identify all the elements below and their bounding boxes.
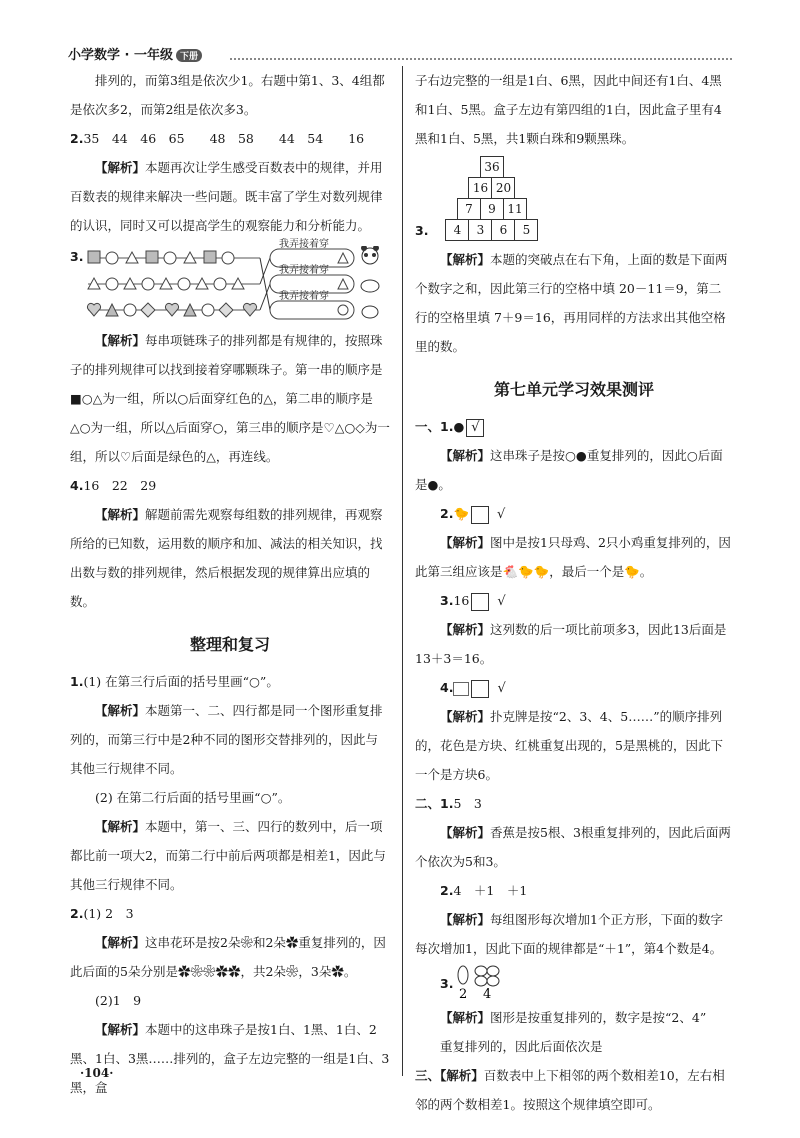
pyramid-cell: 6	[491, 219, 515, 241]
paragraph: 子右边完整的一组是1白、6黑，因此中间还有1白、4黑和1白、5黑。盒子左边有第四组的1白，因此盒子里有4黑和1白、5黑，共1颗白珠和9颗黑珠。	[415, 73, 722, 146]
s4-analysis: 【解析】扑克牌是按“2、3、4、5……”的顺序排列的，花色是方块、红桃重复出现的，5是黑桃的，因此下一个是方块6。	[415, 709, 723, 782]
r1b-analysis: 【解析】本题中，第一、三、四行的数列中，后一项都比前一项大2，而第二行中前后两项都是相差1，因此与其他三行规律不同。	[70, 819, 386, 892]
oval-pattern-icon	[453, 965, 513, 1001]
section-title-review: 整理和复习	[189, 635, 270, 654]
t3-analysis-cont: 重复排列的，因此后面依次是	[440, 1039, 603, 1054]
t1-analysis: 【解析】香蕉是按5根、3根重复排列的，因此后面两个依次为5和3。	[415, 825, 731, 869]
pyramid-cell: 16	[468, 177, 492, 199]
animal-icons	[361, 246, 379, 318]
pyramid-cell: 4	[445, 219, 469, 241]
r1b: (2) 在第二行后面的括号里画“○”。	[95, 790, 291, 805]
r2b: (2)1 9	[95, 993, 142, 1008]
bead-label-1: 我弄接着穿	[279, 239, 329, 250]
s2-answer: 2.🐤 √	[440, 506, 506, 522]
pyramid-cell: 9	[480, 198, 504, 220]
bead-chains	[70, 246, 390, 324]
u-analysis: 三、【解析】百数表中上下相邻的两个数相差10，左右相邻的两个数相差1。按照这个规律填空即可。	[415, 1068, 725, 1112]
q2-answer: 2.35 44 46 65 48 58 44 54 16	[70, 131, 365, 146]
r2b-analysis: 【解析】本题中的这串珠子是按1白、1黑、1白、2黑、1白、3黑……排列的，盒子左边完整的一组是1白、3黑，盒	[70, 1022, 390, 1095]
bead-label-3: 我弄接着穿	[279, 291, 329, 302]
r1a: 1.(1) 在第三行后面的括号里画“○”。	[70, 674, 279, 689]
pyramid-cell: 3	[468, 219, 492, 241]
s2-analysis: 【解析】图中是按1只母鸡、2只小鸡重复排列的，因此第三组应该是🐔🐤🐤，最后一个是🐤。	[415, 535, 731, 579]
q4-answer: 4.16 22 29	[70, 478, 157, 493]
check-mark: √	[471, 680, 489, 698]
pyramid-cell: 5	[514, 219, 538, 241]
section-title-unit7: 第七单元学习效果测评	[493, 380, 654, 399]
t3-num-1: 2	[459, 987, 468, 1001]
r2a-analysis: 【解析】这串花环是按2朵❀和2朵✿重复排列的，因此后面的5朵分别是✿❀❀✿✿，共2朵❀，3朵✿。	[70, 935, 386, 979]
pyramid-cell: 36	[480, 156, 504, 178]
chain-2	[88, 278, 244, 290]
bead-label-2: 我弄接着穿	[279, 265, 329, 276]
t2-answer: 2.4 ＋1 ＋1	[440, 883, 528, 898]
pyramid-cell: 7	[457, 198, 481, 220]
q3-bead-figure: 3. 我弄接着穿 我弄接着穿 我弄接着穿	[70, 242, 390, 320]
s4-answer: 4. √	[440, 680, 506, 696]
check-mark: √	[466, 419, 484, 437]
t2-analysis: 【解析】每组图形每次增加1个正方形，下面的数字每次增加1，因此下面的规律都是“＋1”，第4个数是4。	[415, 912, 723, 956]
left-column	[70, 66, 390, 1102]
s3-analysis: 【解析】这列数的后一项比前项多3，因此13后面是13＋3＝16。	[415, 622, 727, 666]
t3-num-2: 4	[483, 987, 492, 1001]
s3-answer: 3.16 √	[440, 593, 506, 609]
page-number: ·104·	[80, 1066, 114, 1080]
t1-answer: 二、1.5 3	[415, 796, 482, 811]
s1-analysis: 【解析】这串珠子是按○●重复排列的，因此○后面是●。	[415, 448, 723, 492]
r2a: 2.(1) 2 3	[70, 906, 134, 921]
q4-analysis: 【解析】解题前需先观察每组数的排列规律，再观察所给的已知数，运用数的顺序和加、减法的相关知识，找出数与数的排列规律，然后根据发现的规律算出应填的数。	[70, 507, 383, 609]
grade-badge: 下册	[176, 49, 202, 62]
pyramid-cell: 11	[503, 198, 527, 220]
chain-3	[87, 303, 256, 317]
header-divider	[230, 58, 732, 60]
q3-analysis: 【解析】本题的突破点在右下角，上面的数是下面两个数字之和，因此第三行的空格中填 20－11＝9，第二行的空格里填 7＋9＝16，再用同样的方法求出其他空格里的数。	[415, 252, 728, 354]
t3-answer: 3. 2 4	[415, 963, 733, 1003]
pyramid-figure: 3. 36 16 20 7 9 11 4 3 6 5	[415, 153, 733, 245]
column-divider	[402, 66, 403, 1076]
q3-analysis: 【解析】每串项链珠子的排列都是有规律的，按照珠子的排列规律可以找到接着穿哪颗珠子。第一串的顺序是■○△为一组，所以○后面穿红色的△，第二串的顺序是△○为一组，所以△后面穿○，第三串的顺序是♡△○◇为一组，所以♡后面是绿色的△，再连线。	[70, 333, 390, 464]
q2-analysis: 【解析】本题再次让学生感受百数表中的规律，并用百数表的规律来解决一些问题。既丰富了学生对数列规律的认识，同时又可以提高学生的观察能力和分析能力。	[70, 160, 383, 233]
t3-analysis: 【解析】图形是按重复排列的，数字是按“2、4”	[440, 1010, 707, 1025]
pyramid-cell: 20	[491, 177, 515, 199]
r1a-analysis: 【解析】本题第一、二、四行都是同一个图形重复排列的，而第三行中是2种不同的图形交替排列的，因此与其他三行规律不同。	[70, 703, 383, 776]
page-header	[68, 44, 202, 63]
number-pyramid	[442, 157, 542, 241]
header-title: 小学数学 · 一年级	[68, 48, 173, 63]
chick-icon: 🐤	[453, 506, 470, 521]
check-mark: √	[471, 593, 489, 611]
check-mark: √	[471, 506, 489, 524]
right-column	[415, 66, 733, 1119]
paragraph: 排列的，而第3组是依次少1。右题中第1、3、4组都是依次多2，而第2组是依次多3。	[70, 73, 385, 117]
playing-card-icon	[453, 682, 469, 696]
s1-answer: 一、1.● √	[415, 412, 733, 441]
